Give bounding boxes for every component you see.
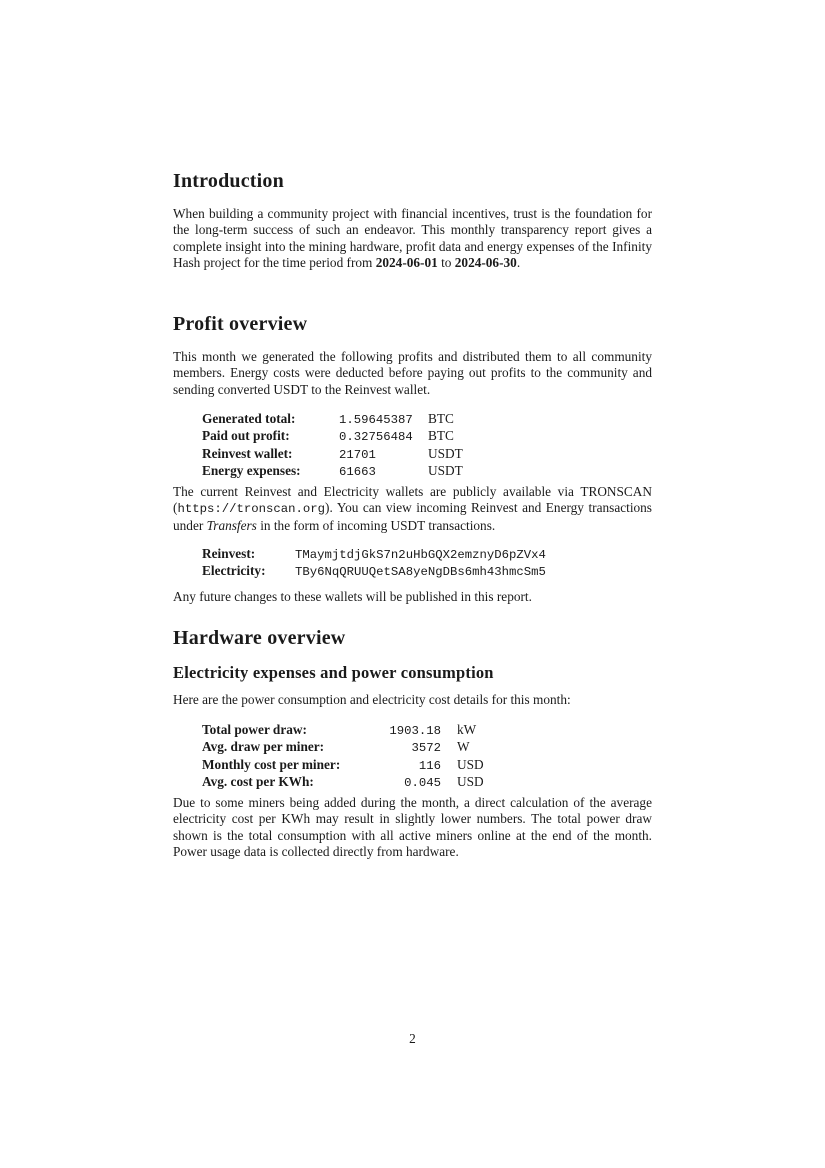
- row-value: 1.59645387: [339, 413, 413, 427]
- table-row: [202, 739, 484, 756]
- row-label: Paid out profit:: [202, 428, 290, 444]
- row-unit: USDT: [428, 462, 463, 478]
- electricity-subheading: Electricity expenses and power consumption: [173, 663, 494, 682]
- row-value: 0.32756484: [339, 430, 413, 445]
- row-label: Reinvest wallet:: [202, 445, 293, 461]
- end-date: 2024-06-30: [454, 254, 517, 270]
- row-unit: W: [457, 739, 470, 755]
- wallets-note: Any future changes to these wallets will be published in this report.: [173, 589, 532, 604]
- row-value: 21701: [339, 447, 376, 462]
- row-unit: USDT: [428, 445, 463, 461]
- table-row: [202, 463, 463, 480]
- table-row: [202, 563, 546, 580]
- row-value: 3572: [411, 741, 441, 756]
- table-row: [202, 428, 463, 445]
- hardware-overview-heading: Hardware overview: [173, 627, 346, 649]
- row-label: Monthly cost per miner:: [202, 756, 341, 772]
- row-label: Energy expenses:: [202, 462, 301, 478]
- row-unit: BTC: [428, 411, 454, 426]
- row-unit: BTC: [428, 428, 454, 444]
- wallet-address: TMaymjtdjGkS7n2uHbGQX2emznyD6pZVx4: [295, 548, 546, 562]
- row-label: Avg. cost per KWh:: [202, 773, 314, 789]
- table-row: [202, 446, 463, 463]
- profit-table: [202, 411, 463, 480]
- start-date: 2024-06-01: [375, 254, 438, 270]
- table-row: [202, 757, 484, 774]
- row-unit: USD: [457, 756, 484, 772]
- hardware-intro: Here are the power consumption and electricity cost details for this month:: [173, 692, 571, 707]
- wallets-table: [202, 546, 546, 581]
- wallets-paragraph: The current Reinvest and Electricity wallets are publicly available via TRONSCAN (https://tronscan.org). You can view incoming Reinvest and Energy transactions under Transfers in the form of incoming USDT transactions.: [173, 484, 652, 533]
- profit-overview-heading: Profit overview: [173, 313, 308, 335]
- wallet-label: Reinvest:: [202, 546, 256, 561]
- power-table: [202, 722, 484, 791]
- row-value: 1903.18: [389, 724, 441, 738]
- row-value: 116: [418, 758, 441, 773]
- table-row: [202, 546, 546, 563]
- introduction-paragraph: When building a community project with financial incentives, trust is the foundation for the long-term success of such an endeavor. This monthly transparency report gives a complete insight into the mining hardware, profit data and energy expenses of the Infinity Hash project for the time period from 2024-06-01 to 2024-06-30.: [173, 206, 652, 270]
- wallet-label: Electricity:: [202, 563, 266, 579]
- row-label: Avg. draw per miner:: [202, 739, 325, 755]
- row-unit: kW: [457, 722, 477, 737]
- row-unit: USD: [457, 773, 484, 789]
- table-row: [202, 411, 463, 428]
- hardware-note: Due to some miners being added during the month, a direct calculation of the average electricity cost per KWh may result in slightly lower numbers. The total power draw shown is the total consumption with all active miners online at the end of the month. Power usage data is collected directly from hardware.: [173, 795, 652, 859]
- wallet-address: TBy6NqQRUUQetSA8yeNgDBs6mh43hmcSm5: [295, 565, 546, 580]
- page-number: 2: [409, 1031, 416, 1046]
- row-label: Generated total:: [202, 411, 296, 426]
- tronscan-link[interactable]: https://tronscan.org: [177, 502, 326, 517]
- profit-overview-intro: This month we generated the following profits and distributed them to all community members. Energy costs were deducted before paying out profits to the community and sending converted USDT to the Reinvest wallet.: [173, 349, 652, 397]
- row-label: Total power draw:: [202, 722, 307, 737]
- introduction-heading: Introduction: [173, 170, 284, 192]
- row-value: 0.045: [404, 775, 441, 790]
- table-row: [202, 722, 484, 739]
- row-value: 61663: [339, 464, 376, 479]
- transfers-emphasis: Transfers: [206, 517, 257, 533]
- table-row: [202, 774, 484, 791]
